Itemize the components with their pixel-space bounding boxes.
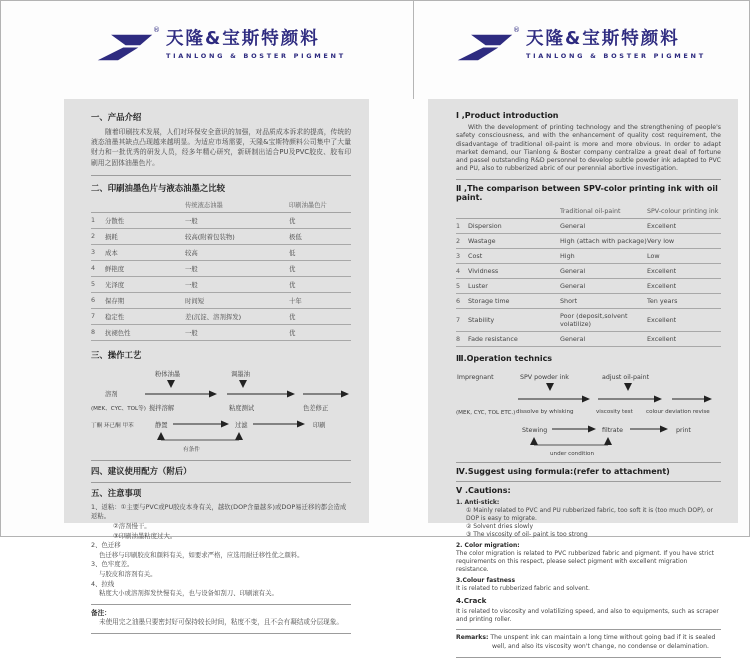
cell-label: 成本 (105, 248, 118, 257)
cell-no: 5 (91, 280, 96, 289)
caution-line: 4.Crack (456, 596, 487, 606)
section4-heading-en: Ⅳ.Suggest using formula:(refer to attachment) (456, 466, 670, 476)
cell-no: 3 (91, 248, 96, 257)
cell-no: 8 (456, 334, 461, 343)
divider (91, 175, 351, 176)
label-powder-ink: SPV powder ink (520, 373, 569, 381)
up-arrow-icon (157, 432, 165, 440)
cell-chip: Ten years (647, 296, 678, 305)
cell-no: 7 (91, 312, 96, 321)
cell-label: 保存期 (105, 296, 125, 305)
table-row (456, 332, 721, 347)
divider (456, 179, 721, 180)
product-intro-cn: 随着印刷技术发展，人们对环保安全意识的加强，对品质成本诉求的提高，传统的液态油墨其缺点凸现越来越明显。为适应市场需要，天隆&宝斯特颜料公司集中了大量财力和一批优秀的研发人员，经多年精心研究，新研制出适合PU及PVC胶皮、胶布印刷用之固体油墨色片。 (91, 128, 351, 167)
brand-name-en: TIANLONG & BOSTER PIGMENT (526, 52, 706, 61)
cell-trad: General (560, 266, 586, 275)
divider (91, 604, 351, 605)
label-solvent-names: 丁酮 环已酮 甲苯 (91, 422, 134, 429)
col-traditional: 传统液态油墨 (185, 201, 223, 209)
divider (91, 460, 351, 461)
brand-logo-mark-icon (96, 26, 160, 72)
cell-label: 损耗 (105, 232, 118, 241)
cell-no: 2 (456, 236, 461, 245)
caution-line: 粘度大小或溶剂挥发快慢有关，也与设备如刮刀、印刷滚有关。 (99, 589, 278, 598)
cell-chip: Low (647, 251, 660, 260)
cell-label: Cost (468, 251, 483, 260)
right-arrow-icon (588, 425, 596, 432)
cell-no: 4 (91, 264, 96, 273)
table-row (456, 279, 721, 294)
remark-label-cn: 备注： (91, 608, 111, 617)
cell-label: 抗褪色性 (105, 328, 131, 337)
cell-label: Fade resistance (468, 334, 518, 343)
down-arrow-icon (546, 383, 554, 391)
caution-line: 与胶皮和溶剂有关。 (99, 570, 157, 579)
registered-mark: ® (153, 26, 160, 34)
comparison-table-en (456, 206, 721, 347)
cell-chip: 优 (289, 280, 296, 289)
cell-label: Dispersion (468, 221, 502, 230)
label-solvent: 溶剂 (105, 390, 118, 398)
cell-chip: 优 (289, 328, 296, 337)
comparison-table-cn (91, 198, 351, 341)
cell-trad: 差(沉淀、溶剂挥发) (185, 312, 242, 321)
label-adjust-oil: adjust oil-paint (602, 373, 650, 381)
col-traditional: Traditional oil-paint (560, 207, 621, 215)
cell-chip: Excellent (647, 281, 677, 290)
right-arrow-icon (221, 420, 229, 427)
cell-no: 1 (91, 216, 96, 225)
table-header (91, 198, 351, 213)
remark-body-en: The unspent ink can maintain a long time without going bad if it is sealed well, and also its viscosity won't change, no condense or delamination. (490, 634, 716, 651)
cell-trad: Short (560, 296, 578, 305)
process-flow-diagram-en (456, 367, 721, 457)
down-arrow-icon (624, 383, 632, 391)
cell-label: Vividness (468, 266, 499, 275)
caution-line: ③ The viscosity of oil- paint is too strong (466, 530, 588, 538)
table-row (456, 264, 721, 279)
cell-chip: 极低 (289, 232, 302, 241)
caution-line: It is related to rubberized fabric and solvent. (456, 585, 590, 593)
right-arrow-icon (582, 395, 590, 402)
remarks-en (456, 634, 721, 652)
label-solvent-note: (MEK、CYC、TOL等) (91, 405, 146, 412)
cell-no: 8 (91, 328, 96, 337)
label-filtrate: filtrate (602, 426, 623, 434)
caution-line: 3.Colour fastness (456, 577, 516, 585)
table-row (456, 294, 721, 309)
caution-line: The color migration is related to PVC rubberized fabric and pigment. If you have strict requirements on this respect, please select pigment with excellent migration resistance. (456, 549, 714, 574)
right-arrow-icon (341, 390, 349, 397)
process-flow-diagram-cn (91, 365, 351, 455)
caution-line: 3、色牢度差。 (91, 560, 134, 569)
registered-mark: ® (513, 26, 520, 34)
label-powder-ink: 粉体油墨 (155, 370, 181, 378)
section3-heading-cn: 三、操作工艺 (91, 349, 142, 360)
cell-no: 2 (91, 232, 96, 241)
label-solvent-note: (MEK, CYC, TOL ETC.) (456, 409, 516, 416)
label-dissolve: dissolve by whisking (516, 408, 574, 415)
down-arrow-icon (167, 380, 175, 388)
label-filtrate: 过滤 (235, 421, 248, 429)
label-dissolve: 搅拌溶解 (149, 404, 175, 412)
cell-chip: Excellent (647, 221, 677, 230)
divider (456, 462, 721, 463)
caution-line: ② Solvent dries slowly (466, 522, 533, 530)
section1-heading-en: Ⅰ ,Product introduction (456, 111, 559, 120)
cell-label: Stability (468, 315, 495, 324)
section1-heading-cn: 一、产品介绍 (91, 112, 142, 122)
cell-chip: 优 (289, 264, 296, 273)
caution-line: 色迁移与印刷胶皮和颜料有关，如要求严格，应选用耐迁移性优之颜料。 (99, 550, 304, 559)
cell-label: Luster (468, 281, 488, 290)
right-arrow-icon (209, 390, 217, 397)
cell-trad: 较高 (185, 248, 198, 257)
label-adjust-oil: 调墨油 (231, 370, 250, 378)
cell-trad: General (560, 334, 586, 343)
divider (91, 482, 351, 483)
cell-trad: 一般 (185, 216, 198, 225)
cell-chip: Excellent (647, 334, 677, 343)
label-stewing: 静置 (155, 421, 168, 429)
right-arrow-icon (297, 420, 305, 427)
label-print: 印刷 (313, 421, 326, 429)
divider (456, 629, 721, 630)
right-arrow-icon (287, 390, 295, 397)
label-viscosity: viscosity test (596, 408, 633, 415)
caution-line: 2. Color migration: (456, 541, 520, 549)
cell-trad: 一般 (185, 264, 198, 273)
left-page (64, 99, 369, 627)
cell-no: 1 (456, 221, 461, 230)
cell-no: 6 (91, 296, 96, 305)
cell-trad: General (560, 221, 586, 230)
cell-no: 3 (456, 251, 461, 260)
table-row (456, 234, 721, 249)
right-arrow-icon (660, 425, 668, 432)
cell-trad: General (560, 281, 586, 290)
cell-no: 5 (456, 281, 461, 290)
cell-trad: 时间短 (185, 296, 205, 305)
section2-heading-cn: 二、印刷油墨色片与液态油墨之比较 (91, 182, 225, 193)
divider (91, 633, 351, 634)
cell-trad: Poor (deposit,solvent volatilize) (560, 311, 628, 328)
cell-label: Storage time (468, 296, 510, 305)
caution-line: It is related to viscosity and volatilizing speed, and also to equipments, such as scraper and printing roller. (456, 608, 719, 624)
cell-label: Wastage (468, 236, 496, 245)
right-arrow-icon (704, 395, 712, 402)
brand-name-en: TIANLONG & BOSTER PIGMENT (166, 52, 346, 61)
cell-trad: 一般 (185, 328, 198, 337)
cell-chip: Very low (647, 236, 675, 245)
table-row (91, 261, 351, 277)
caution-line: 1、返粘：①主要与PVC或PU胶皮本身有关，越软(DOP含量越多)或DOP易迁移的都会造成返粘。 (91, 502, 347, 521)
cell-label: 稳定性 (105, 312, 125, 321)
cell-trad: High (560, 251, 575, 260)
table-row (91, 293, 351, 309)
divider (456, 481, 721, 482)
cell-chip: Excellent (647, 266, 677, 275)
brand-name-cn: 天隆&宝斯特颜料 (166, 29, 320, 49)
table-row (456, 309, 721, 332)
cell-no: 6 (456, 296, 461, 305)
section2-heading-en: Ⅱ ,The comparison between SPV-color printing ink with oil paint. (456, 183, 718, 202)
caution-line: ③印刷油墨粘度过大。 (113, 531, 177, 540)
table-row (456, 249, 721, 264)
caution-line: 1. Anti-stick: (456, 498, 500, 506)
col-ink-chip: 印刷油墨色片 (289, 201, 327, 209)
table-row (91, 213, 351, 229)
up-arrow-icon (530, 437, 538, 445)
table-row (456, 219, 721, 234)
remark-body-cn: 未使用完之油墨只要密封好可保持较长时间，粘度不变，且不会有凝结或分层现象。 (99, 618, 343, 627)
label-condition: under condition (550, 450, 595, 457)
down-arrow-icon (239, 380, 247, 388)
cell-trad: High (attach with package) (560, 236, 647, 245)
table-row (91, 277, 351, 293)
caution-line: ②溶剂慢干。 (113, 521, 151, 530)
section5-heading-en: Ⅴ .Cautions: (456, 485, 511, 495)
up-arrow-icon (235, 432, 243, 440)
cell-trad: 一般 (185, 280, 198, 289)
section5-heading-cn: 五、注意事项 (91, 487, 142, 498)
up-arrow-icon (604, 437, 612, 445)
brand-logo-right (456, 26, 706, 72)
cell-chip: 优 (289, 312, 296, 321)
caution-line: ① Mainly related to PVC and PU rubberized fabric, too soft it is (too much DOP), or DOP is easy to migrate. (466, 506, 713, 522)
label-revise: colour deviation revise (646, 408, 710, 415)
section4-heading-cn: 四、建议使用配方（附后） (91, 465, 192, 476)
cell-no: 4 (456, 266, 461, 275)
product-intro-en: With the development of printing technology and the strengthening of people's safety consciousness, and with the enhancement of quality cost requirement, the disadvantage of traditional oil-paint is more and more obvious. In order to adapt market demand, our Tianlong & Boster company centralize a great deal of fortune and passel outstanding R&D personnel to develop subtle powder ink adapted to PVC and PU, also to rubberized abric of our perennial abortive investigation. (456, 124, 721, 173)
table-row (91, 309, 351, 325)
brand-name-cn: 天隆&宝斯特颜料 (526, 29, 680, 49)
label-print: print (676, 426, 691, 434)
label-revise: 色差修正 (303, 404, 329, 412)
cell-chip: 低 (289, 248, 296, 257)
cell-trad: 较高(附着包装物) (185, 232, 235, 241)
right-arrow-icon (654, 395, 662, 402)
brand-logo-mark-icon (456, 26, 520, 72)
table-row (91, 245, 351, 261)
page-fold-line (413, 1, 414, 99)
cell-chip: 优 (289, 216, 296, 225)
cell-label: 光泽度 (105, 280, 125, 289)
caution-line: 2、色迁移 (91, 541, 121, 550)
label-stewing: Stewing (522, 426, 548, 434)
table-row (91, 229, 351, 245)
table-header (456, 206, 721, 219)
label-condition: 有条件 (183, 446, 200, 453)
remark-label-en: Remarks: (456, 634, 489, 642)
table-row (91, 325, 351, 341)
col-ink-chip: SPV-colour printing ink (647, 207, 719, 215)
section3-heading-en: Ⅲ.Operation technics (456, 353, 553, 363)
caution-line: 4、拉线 (91, 579, 115, 588)
label-viscosity: 粘度测试 (229, 404, 255, 412)
cell-label: 分散性 (105, 216, 125, 225)
cell-label: 鲜艳度 (105, 264, 125, 273)
label-impregnant: Impregnant (457, 373, 494, 381)
cell-no: 7 (456, 315, 461, 324)
cell-chip: Excellent (647, 315, 677, 324)
right-page (428, 99, 738, 651)
cell-chip: 十年 (289, 296, 302, 305)
brand-logo-left (96, 26, 346, 72)
